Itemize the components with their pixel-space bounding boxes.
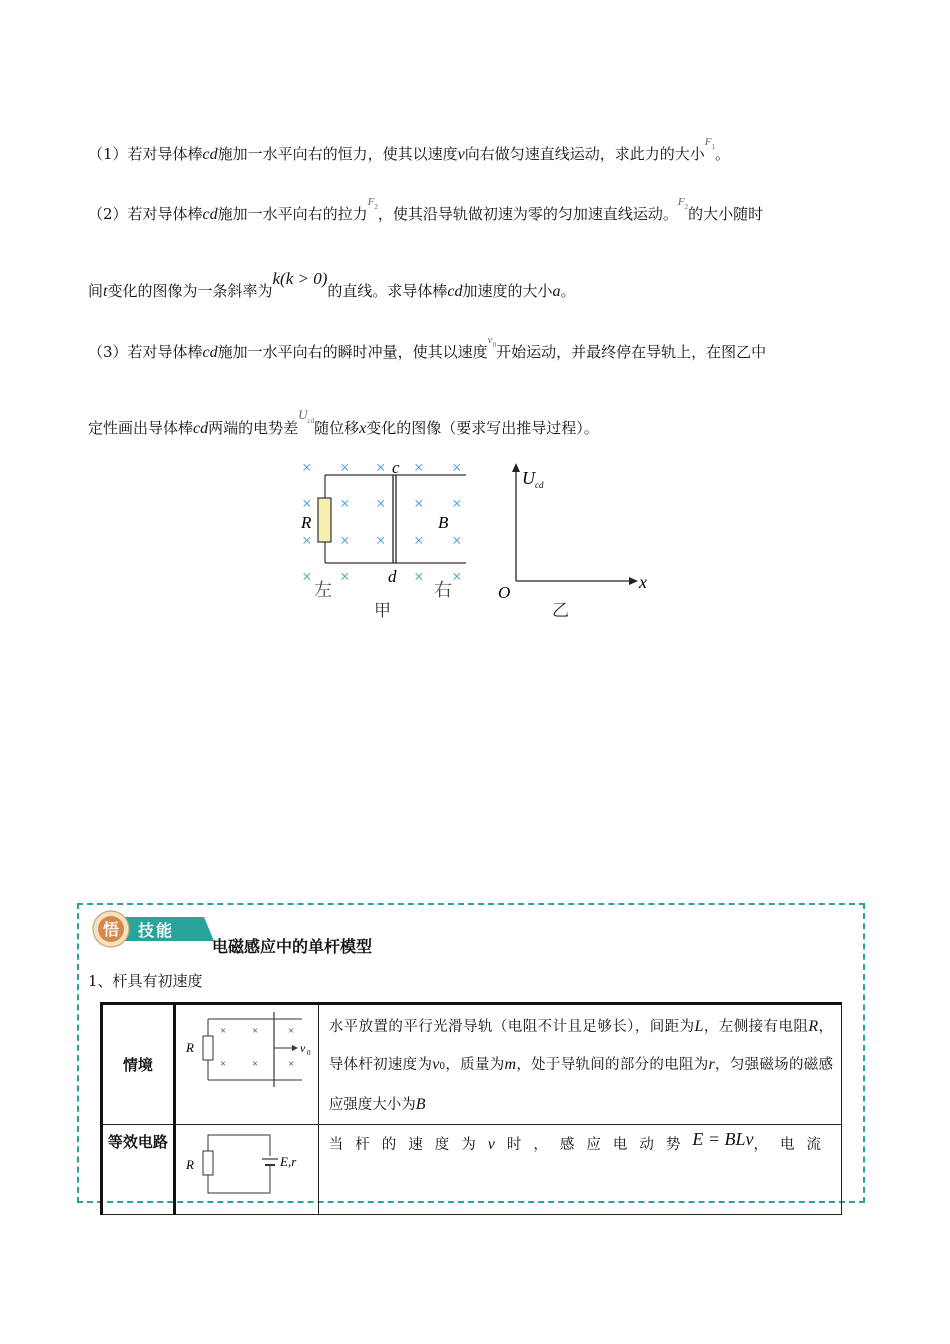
svg-text:×: × [302,494,312,513]
svg-text:×: × [376,531,386,550]
q2-k-expr: k(k > 0) [272,269,328,288]
svg-text:×: × [340,458,350,477]
skill-title: 电磁感应中的单杆模型 [212,937,373,956]
row1-description: 水平放置的平行光滑导轨（电阻不计且足够长），间距为L，左侧接有电阻R，导体杆初速度为v0，质量为m，处于导轨间的部分的电阻为r，匀强磁场的磁感应强度大小为B [318,1004,841,1125]
label-B: B [438,513,449,532]
badge-wu: 悟 [102,922,120,939]
question-2-line2: 间t变化的图像为一条斜率为k(k > 0)的直线。求导体棒cd加速度的大小a。 [88,269,576,300]
row2-head: 等效电路 [102,1125,175,1215]
svg-text:×: × [302,458,312,477]
fig1-R: R [185,1040,194,1055]
svg-text:0: 0 [306,1049,311,1057]
svg-text:×: × [340,567,350,586]
resistor-R [318,498,331,542]
svg-text:×: × [452,531,462,550]
fig2-Er: E,r [279,1154,296,1169]
label-right: 右 [434,580,452,600]
svg-text:×: × [376,458,386,477]
svg-text:×: × [452,567,462,586]
q1-cd: cd [202,146,218,163]
q2-F2-b: F2 [677,196,689,211]
scenario-diagram [176,1005,318,1116]
q1-F1: F1 [704,136,716,151]
svg-text:×: × [414,531,424,550]
svg-text:×: × [452,494,462,513]
row2-figure [174,1125,318,1215]
question-3-line2: 定性画出导体棒cd两端的电势差$U_{cd}$随位移x变化的图像（要求写出推导过程）。 [88,407,599,437]
svg-text:×: × [452,458,462,477]
table-row-circuit [102,1125,842,1215]
fig1-v0: v [299,1041,306,1055]
svg-text:×: × [340,494,350,513]
svg-text:×: × [219,1058,226,1070]
q1-text: （1）若对导体棒 [88,145,203,163]
svg-text:×: × [251,1058,258,1070]
svg-text:×: × [287,1058,294,1070]
svg-text:×: × [414,494,424,513]
q2-F2: F2 [367,196,378,211]
skill-section: 1、杆具有初速度 [88,972,203,990]
x-axis-arrow [629,577,638,585]
svg-text:×: × [376,494,386,513]
q1-text-end: 向右做匀速直线运动，求此力的大小 [464,145,705,163]
q1-v: v [457,146,465,163]
fig2-resistor [203,1151,213,1175]
row1-head: 情境 [102,1004,175,1125]
row2-emf: E = BLv [692,1129,754,1149]
axis-U-sub: cd [535,480,544,490]
model-table [100,1002,842,1215]
label-jia: 甲 [374,601,391,620]
origin-label: O [498,583,511,602]
svg-text:×: × [414,567,424,586]
label-yi: 乙 [552,601,569,620]
badge-jineng: 技能 [138,923,175,940]
svg-text:×: × [219,1025,226,1037]
label-R: R [301,513,312,532]
skill-badge [92,910,214,948]
svg-text:×: × [302,567,312,586]
axis-x-label: x [639,572,647,592]
y-axis-arrow [512,463,520,472]
question-1: （1）若对导体棒cd施加一水平向右的恒力，使其以速度v向右做匀速直线运动，求此力的大小$^{F_1}$。 [88,136,731,163]
fig2-R: R [185,1157,194,1172]
label-left: 左 [314,580,332,600]
label-c: c [392,458,400,477]
svg-text:×: × [414,458,424,477]
row2-description: 当杆的速度为v 时，感应电动势E = BLv，电流 [318,1125,841,1215]
question-3-line1: （3）若对导体棒cd施加一水平向右的瞬时冲量，使其以速度$^{v_0}$开始运动，并最终停在导轨上，在图乙中 [88,334,767,361]
question-2-line1: （2）若对导体棒cd施加一水平向右的拉力$^{F_2}$，使其沿导轨做初速为零的匀加速直线运动。$^{F_2}$的大小随时 [88,196,764,223]
svg-text:×: × [302,531,312,550]
fig1-resistor [203,1036,213,1060]
row1-figure [174,1004,318,1125]
table-row-scenario [102,1004,842,1125]
svg-text:×: × [340,531,350,550]
equivalent-circuit [176,1125,318,1207]
axis-U-label: U [522,468,535,488]
svg-text:×: × [287,1025,294,1037]
label-d: d [388,567,397,586]
figure-jia-yi [290,455,660,625]
q1-text-mid: 施加一水平向右的恒力，使其以速度 [217,145,458,163]
q3-Ucd: $U_{cd}$ [298,407,315,425]
q3-v0: v0 [487,334,497,349]
q2-cd: cd [202,206,218,223]
svg-text:×: × [251,1025,258,1037]
